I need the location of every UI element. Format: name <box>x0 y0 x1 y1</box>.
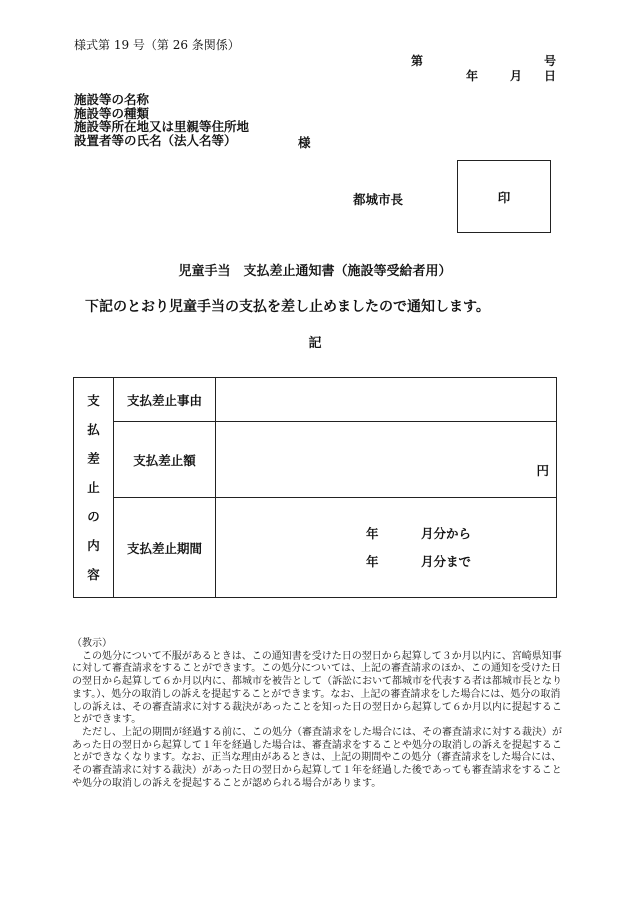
form-number: 様式第 19 号（第 26 条関係） <box>74 38 240 52</box>
facility-type-label: 施設等の種類 <box>74 105 150 121</box>
reason-row <box>74 378 557 422</box>
period-row <box>74 498 557 598</box>
appeal-notice <box>72 638 562 790</box>
notice-paragraph-1: この処分について不服があるときは、この通知書を受けた日の翌日から起算して３か月以内に、宮崎県知事に対して審査請求をすることができます。この処分については、上記の審査請求のほか、この通知を受けた日の翌日から起算して６か月以内に、都城市を被告として（訴訟において都城市を代表する者は都城市長となります。）、処分の取消しの訴えを提起することができます。なお、上記の審査請求をした場合には、処分の取消しの訴えは、その審査請求に対する裁決があったことを知った日の翌日から起算して６か月以内に提起することができます。 <box>72 650 562 726</box>
period-from-month: 月分から <box>421 526 472 541</box>
side-header <box>74 378 114 598</box>
side-header-char: 止 <box>87 480 100 495</box>
notice-heading: （教示） <box>72 638 112 649</box>
date-day: 日 <box>544 69 557 83</box>
amount-row <box>74 422 557 498</box>
addressee-block <box>74 93 249 147</box>
period-from-year: 年 <box>366 526 379 541</box>
founder-name-label: 設置者等の氏名（法人名等） <box>74 132 237 148</box>
honorific: 様 <box>298 135 311 150</box>
side-header-char: 払 <box>87 422 100 437</box>
side-header-char: 差 <box>87 451 100 466</box>
amount-label: 支払差止額 <box>114 422 216 498</box>
ki-heading: 記 <box>308 336 322 351</box>
facility-name-label: 施設等の名称 <box>74 92 150 107</box>
facility-address-label: 施設等所在地又は里親等住所地 <box>74 119 250 134</box>
side-header-char: 支 <box>87 393 100 408</box>
details-table <box>73 377 557 598</box>
side-header-char: 内 <box>87 538 100 553</box>
amount-value-cell <box>216 422 557 498</box>
side-header-char: の <box>87 509 100 524</box>
period-from <box>366 524 471 542</box>
date-month: 月 <box>510 69 523 83</box>
doc-number-suffix: 号 <box>544 54 557 68</box>
date-year: 年 <box>466 69 479 83</box>
side-header-char: 容 <box>87 567 100 582</box>
seal-label: 印 <box>497 189 511 205</box>
notice-paragraph-2: ただし、上記の期間が経過する前に、この処分（審査請求をした場合には、その審査請求に対する裁決）があった日の翌日から起算して１年を経過した場合は、審査請求をすることや処分の取消しの訴えを提起することができなくなります。なお、正当な理由があるときは、上記の期間やこの処分（審査請求をした場合には、その審査請求に対する裁決）があった日の翌日から起算して１年を経過した後であっても審査請求をすることや処分の取消しの訴えを提起することが認められる場合があります。 <box>72 726 562 789</box>
period-value-cell <box>216 498 557 598</box>
period-to <box>366 552 471 570</box>
amount-unit: 円 <box>536 463 549 478</box>
lead-sentence: 下記のとおり児童手当の支払を差し止めましたので通知します。 <box>85 299 490 315</box>
seal-box <box>457 160 551 233</box>
reason-label: 支払差止事由 <box>114 378 216 422</box>
document-title: 児童手当 支払差止通知書（施設等受給者用） <box>178 264 452 279</box>
period-to-year: 年 <box>366 554 379 569</box>
issuer-name: 都城市長 <box>353 192 404 207</box>
reason-value-cell <box>216 378 557 422</box>
period-to-month: 月分まで <box>421 554 472 569</box>
period-label: 支払差止期間 <box>114 498 216 598</box>
doc-number-prefix: 第 <box>411 54 424 68</box>
